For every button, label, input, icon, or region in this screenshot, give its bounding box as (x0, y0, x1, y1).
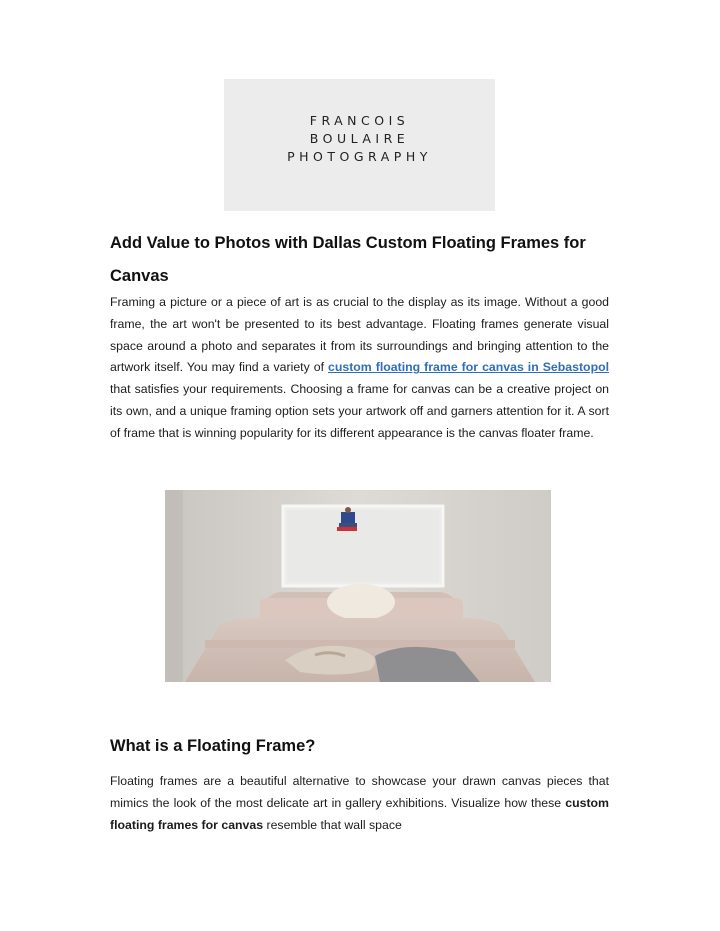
section2-bold-text: custom floating frames for canvas (110, 795, 609, 832)
section2-text-after: resemble that wall space (263, 817, 402, 832)
intro-text-before: Framing a picture or a piece of art is as crucial to the display as its image. Without a good frame, the art won't be presented to its best advantage. Floating frames generate visual space around a photo and separates it from its surroundings and bringing attention to the artwork itself. You may find a variety of (110, 295, 609, 375)
intro-paragraph (110, 292, 609, 445)
section-heading-floating-frame: What is a Floating Frame? (110, 737, 316, 755)
logo-line-2: BOULAIRE (309, 131, 410, 146)
floating-frame-paragraph (110, 771, 609, 836)
bedroom-photo (165, 490, 551, 682)
logo-line-3: PHOTOGRAPHY (287, 149, 432, 164)
article-title: Add Value to Photos with Dallas Custom Floating Frames for Canvas (110, 234, 586, 285)
logo-line-1: FRANCOIS (309, 113, 410, 128)
custom-floating-frame-link[interactable]: custom floating frame for canvas in Sebastopol (328, 360, 610, 375)
logo (224, 79, 495, 211)
intro-text-after: that satisfies your requirements. Choosing a frame for canvas can be a creative project on its own, and a unique framing option sets your artwork off and garners attention for it. A sort of frame that is winning popularity for its different appearance is the canvas floater frame. (110, 382, 609, 440)
section2-text-before: Floating frames are a beautiful alternative to showcase your drawn canvas pieces that mimics the look of the most delicate art in gallery exhibitions. Visualize how these (110, 774, 609, 810)
